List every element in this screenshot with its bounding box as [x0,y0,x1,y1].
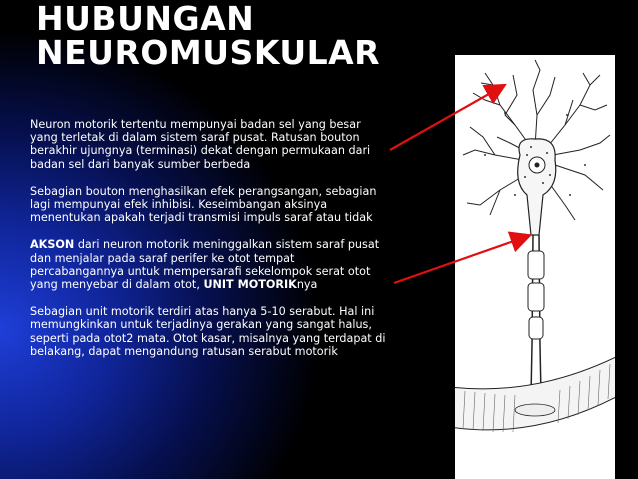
title-line-1: HUBUNGAN [36,0,255,38]
neuron-illustration [455,55,615,479]
slide-body [30,118,390,372]
neuron-drawing [455,55,615,479]
unit-motorik-tail: nya [296,278,318,292]
slide-title [36,2,380,70]
unit-motorik-term: UNIT MOTORIK [203,278,297,292]
title-line-2: NEUROMUSKULAR [36,33,381,72]
paragraph-bouton: Sebagian bouton menghasilkan efek perangsangan, sebagian lagi mempunyai efek inhibisi. Keseimbangan aksinya menentukan apakah terjadi transmisi impuls saraf atau tidak [30,184,377,225]
paragraph-neuron-motorik: Neuron motorik tertentu mempunyai badan sel yang besar yang terletak di dalam sistem saraf pusat. Ratusan bouton berakhir ujungnya (terminasi) dekat dengan permukaan dari badan sel dari banyak sumber berbeda [30,118,371,171]
paragraph-akson [30,238,390,291]
paragraph-unit-motorik: Sebagian unit motorik terdiri atas hanya 5-10 serabut. Hal ini memungkinkan untuk terjadinya gerakan yang sangat halus, seperti pada otot2 mata. Otot kasar, misalnya yang terdapat di belakang, dapat mengandung ratusan serabut motorik [30,305,386,358]
akson-term: AKSON [30,238,75,252]
akson-text: dari neuron motorik meninggalkan sistem saraf pusat dan menjalar pada saraf perifer ke otot tempat percabangannya untuk mempersarafi sekelompok serat otot yang menyebar di dalam otot, [30,238,380,292]
